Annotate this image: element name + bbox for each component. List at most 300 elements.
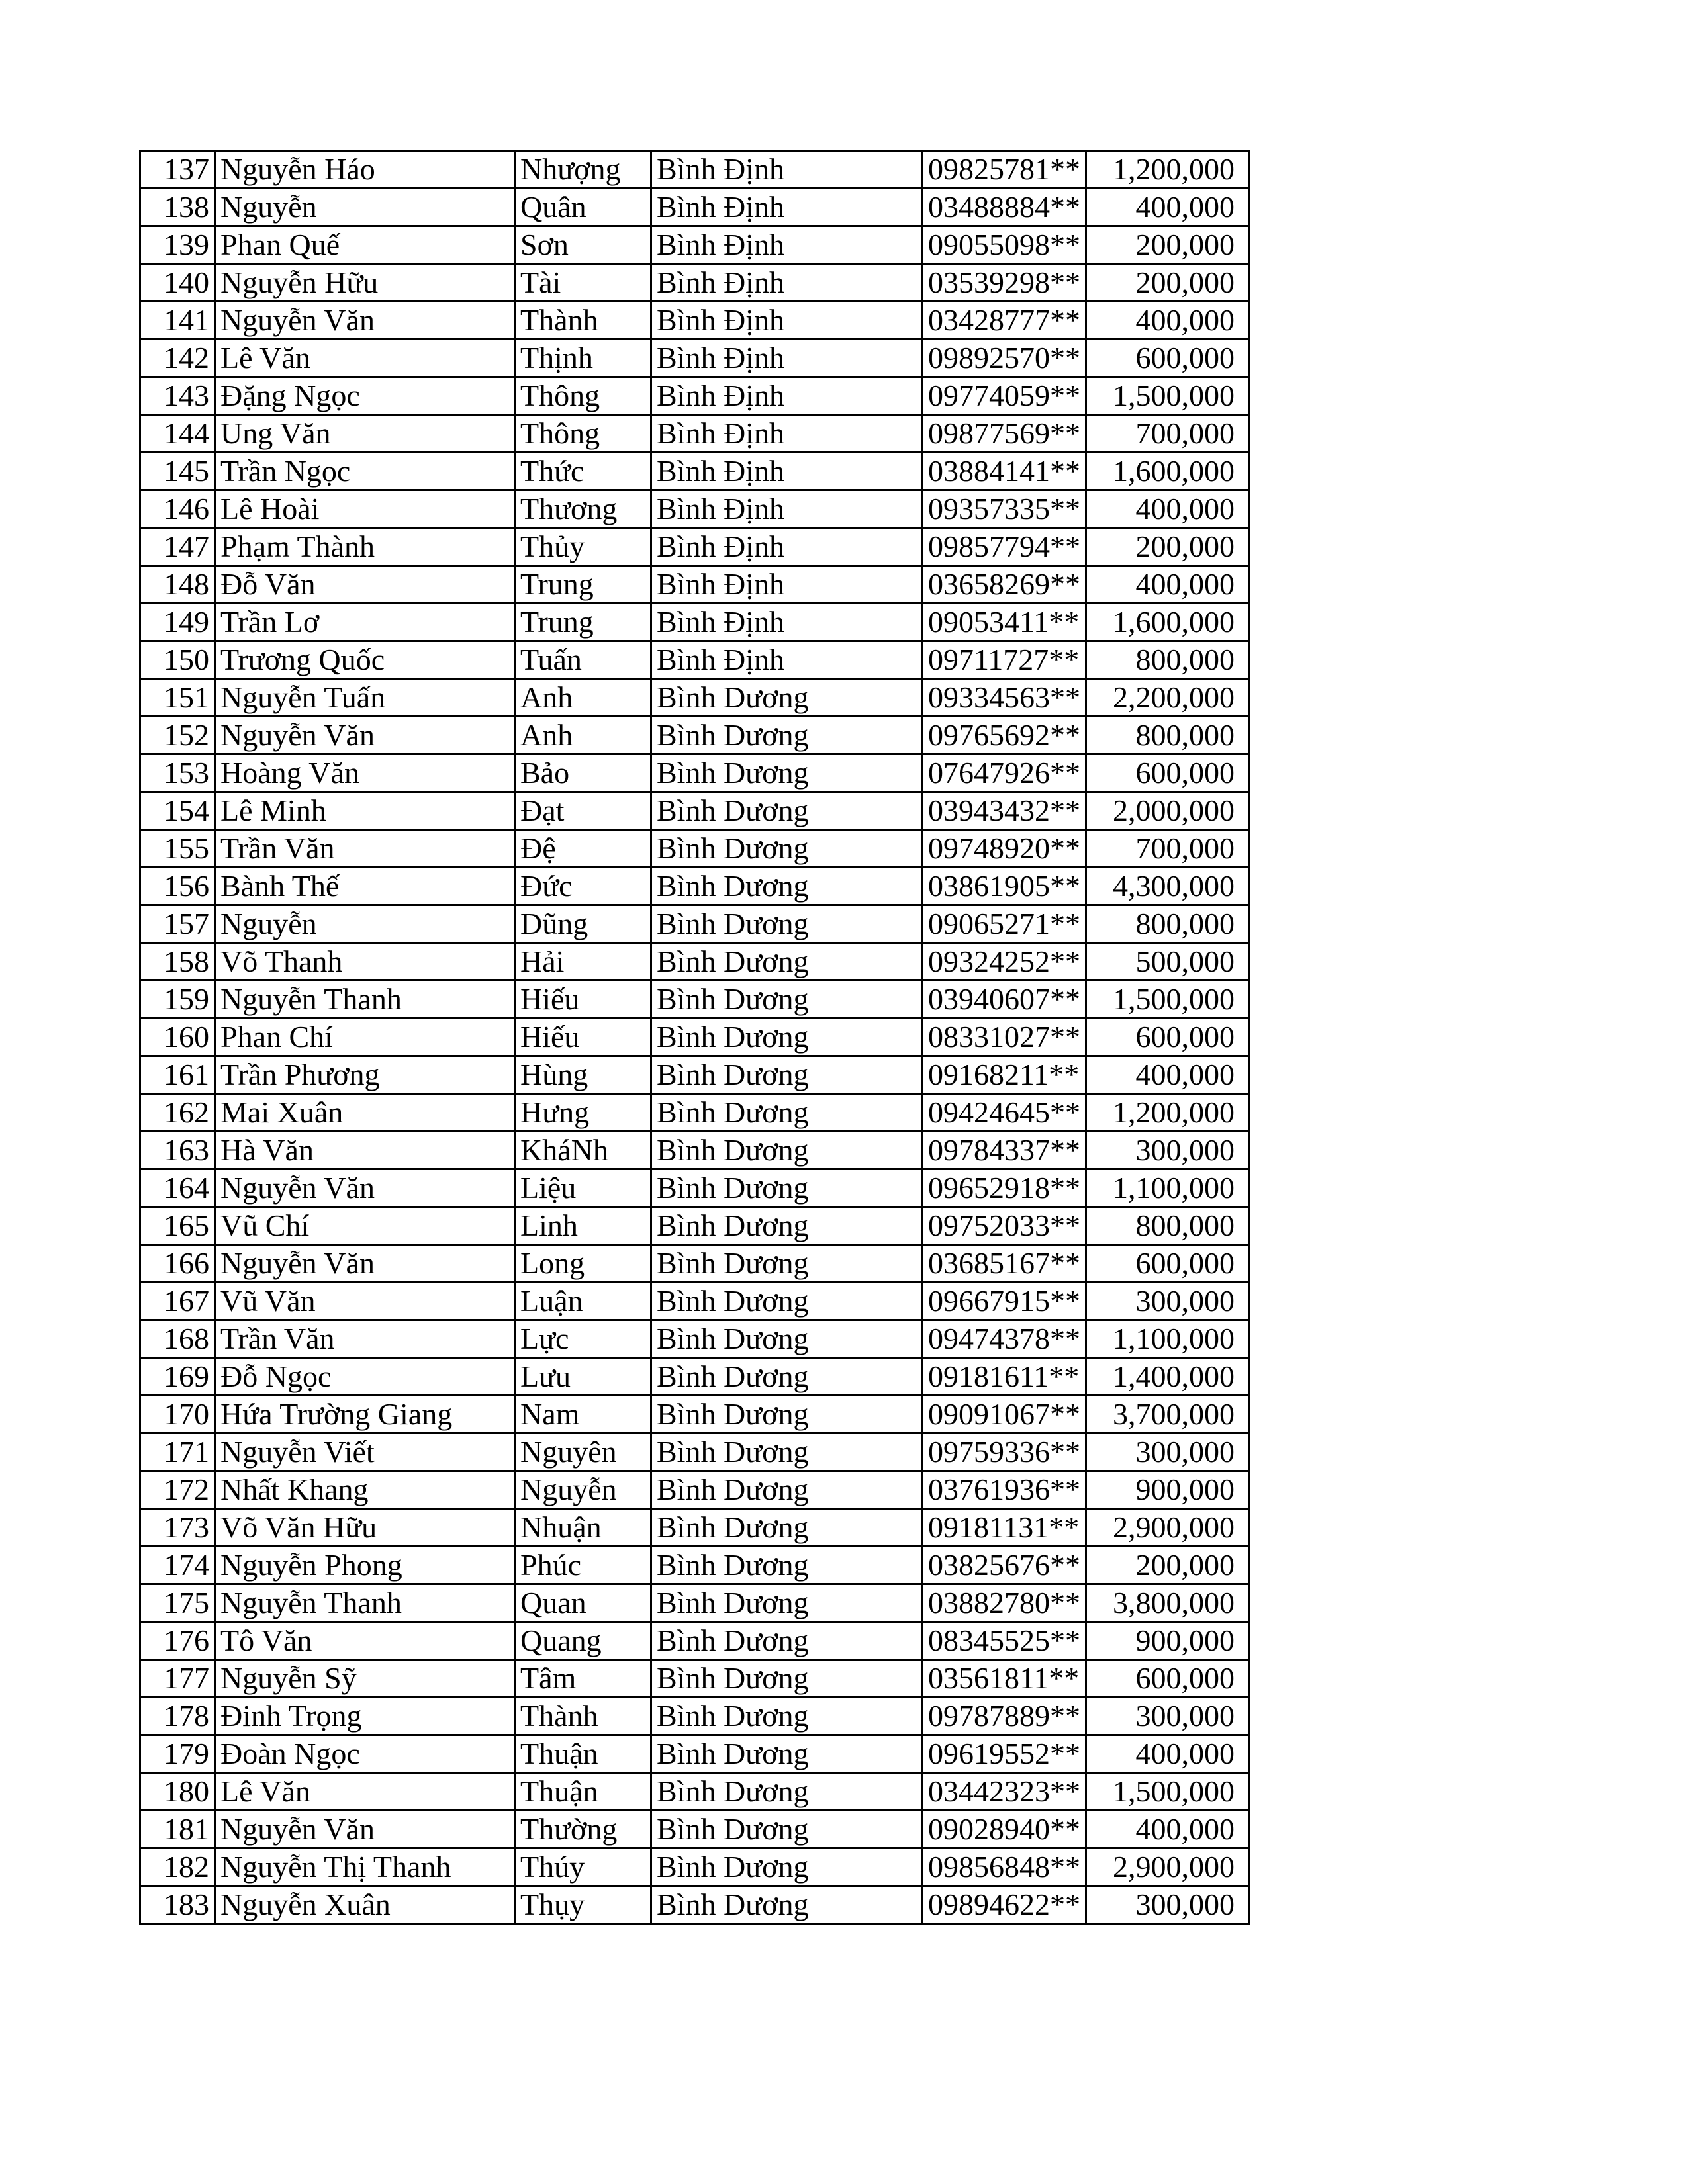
amount-cell: 800,000 (1086, 905, 1249, 943)
amount-cell: 600,000 (1086, 340, 1249, 377)
table-row (140, 1584, 1249, 1622)
phone-cell: 09028940** (923, 1811, 1086, 1848)
last-name-cell: Đỗ Ngọc (215, 1358, 515, 1396)
table-row (140, 189, 1249, 226)
table-row (140, 528, 1249, 566)
amount-cell: 800,000 (1086, 717, 1249, 754)
row-number-cell: 143 (140, 377, 215, 415)
row-number-cell: 147 (140, 528, 215, 566)
last-name-cell: Mai Xuân (215, 1094, 515, 1132)
phone-cell: 09787889** (923, 1698, 1086, 1735)
table-row (140, 1660, 1249, 1698)
province-cell: Bình Định (651, 415, 923, 453)
province-cell: Bình Định (651, 264, 923, 302)
first-name-cell: Thịnh (515, 340, 651, 377)
first-name-cell: Lực (515, 1320, 651, 1358)
phone-cell: 03761936** (923, 1471, 1086, 1509)
row-number-cell: 175 (140, 1584, 215, 1622)
amount-cell: 2,900,000 (1086, 1848, 1249, 1886)
province-cell: Bình Dương (651, 1132, 923, 1169)
last-name-cell: Nguyễn Hữu (215, 264, 515, 302)
phone-cell: 09168211** (923, 1056, 1086, 1094)
phone-cell: 03861905** (923, 868, 1086, 905)
phone-cell: 09055098** (923, 226, 1086, 264)
table-row (140, 1773, 1249, 1811)
amount-cell: 400,000 (1086, 490, 1249, 528)
phone-cell: 09894622** (923, 1886, 1086, 1924)
table-row (140, 1358, 1249, 1396)
table-row (140, 1245, 1249, 1283)
first-name-cell: Tài (515, 264, 651, 302)
first-name-cell: Đệ (515, 830, 651, 868)
last-name-cell: Trần Văn (215, 830, 515, 868)
last-name-cell: Nguyễn Xuân (215, 1886, 515, 1924)
row-number-cell: 181 (140, 1811, 215, 1848)
table-row (140, 1094, 1249, 1132)
first-name-cell: Hưng (515, 1094, 651, 1132)
table-row (140, 1698, 1249, 1735)
row-number-cell: 142 (140, 340, 215, 377)
amount-cell: 600,000 (1086, 1660, 1249, 1698)
province-cell: Bình Dương (651, 830, 923, 868)
first-name-cell: Thuận (515, 1773, 651, 1811)
row-number-cell: 158 (140, 943, 215, 981)
amount-cell: 300,000 (1086, 1886, 1249, 1924)
first-name-cell: Thông (515, 415, 651, 453)
first-name-cell: Anh (515, 717, 651, 754)
amount-cell: 1,500,000 (1086, 981, 1249, 1019)
first-name-cell: Thông (515, 377, 651, 415)
last-name-cell: Lê Minh (215, 792, 515, 830)
first-name-cell: Thức (515, 453, 651, 490)
last-name-cell: Đinh Trọng (215, 1698, 515, 1735)
amount-cell: 200,000 (1086, 1547, 1249, 1584)
province-cell: Bình Dương (651, 1245, 923, 1283)
first-name-cell: Quang (515, 1622, 651, 1660)
last-name-cell: Vũ Văn (215, 1283, 515, 1320)
first-name-cell: Tâm (515, 1660, 651, 1698)
phone-cell: 09334563** (923, 679, 1086, 717)
phone-cell: 03488884** (923, 189, 1086, 226)
province-cell: Bình Định (651, 226, 923, 264)
province-cell: Bình Dương (651, 1848, 923, 1886)
phone-cell: 03539298** (923, 264, 1086, 302)
table-row (140, 1471, 1249, 1509)
amount-cell: 600,000 (1086, 1019, 1249, 1056)
first-name-cell: Thụy (515, 1886, 651, 1924)
first-name-cell: Nhuận (515, 1509, 651, 1547)
first-name-cell: KháNh (515, 1132, 651, 1169)
phone-cell: 03442323** (923, 1773, 1086, 1811)
province-cell: Bình Dương (651, 1471, 923, 1509)
amount-cell: 700,000 (1086, 830, 1249, 868)
amount-cell: 300,000 (1086, 1132, 1249, 1169)
first-name-cell: Tuấn (515, 641, 651, 679)
phone-cell: 09784337** (923, 1132, 1086, 1169)
table-row (140, 226, 1249, 264)
amount-cell: 400,000 (1086, 1056, 1249, 1094)
phone-cell: 09774059** (923, 377, 1086, 415)
province-cell: Bình Dương (651, 1094, 923, 1132)
first-name-cell: Thương (515, 490, 651, 528)
row-number-cell: 140 (140, 264, 215, 302)
last-name-cell: Nguyễn (215, 905, 515, 943)
province-cell: Bình Định (651, 340, 923, 377)
phone-cell: 09857794** (923, 528, 1086, 566)
table-row (140, 1811, 1249, 1848)
last-name-cell: Trần Lơ (215, 604, 515, 641)
phone-cell: 03940607** (923, 981, 1086, 1019)
first-name-cell: Nguyễn (515, 1471, 651, 1509)
province-cell: Bình Dương (651, 679, 923, 717)
table-row (140, 641, 1249, 679)
province-cell: Bình Dương (651, 1811, 923, 1848)
row-number-cell: 162 (140, 1094, 215, 1132)
table-row (140, 302, 1249, 340)
first-name-cell: Hiếu (515, 1019, 651, 1056)
last-name-cell: Ung Văn (215, 415, 515, 453)
table-row (140, 1283, 1249, 1320)
table-row (140, 1622, 1249, 1660)
table-row (140, 1886, 1249, 1924)
first-name-cell: Nhượng (515, 151, 651, 189)
amount-cell: 400,000 (1086, 566, 1249, 604)
last-name-cell: Hà Văn (215, 1132, 515, 1169)
row-number-cell: 148 (140, 566, 215, 604)
province-cell: Bình Định (651, 566, 923, 604)
province-cell: Bình Định (651, 490, 923, 528)
phone-cell: 09424645** (923, 1094, 1086, 1132)
last-name-cell: Lê Văn (215, 340, 515, 377)
province-cell: Bình Dương (651, 1886, 923, 1924)
row-number-cell: 144 (140, 415, 215, 453)
amount-cell: 200,000 (1086, 264, 1249, 302)
amount-cell: 600,000 (1086, 1245, 1249, 1283)
last-name-cell: Nguyễn Thị Thanh (215, 1848, 515, 1886)
table-row (140, 1735, 1249, 1773)
first-name-cell: Thúy (515, 1848, 651, 1886)
first-name-cell: Thành (515, 1698, 651, 1735)
last-name-cell: Nguyễn Háo (215, 151, 515, 189)
province-cell: Bình Dương (651, 1698, 923, 1735)
last-name-cell: Nguyễn Văn (215, 302, 515, 340)
province-cell: Bình Định (651, 302, 923, 340)
amount-cell: 900,000 (1086, 1622, 1249, 1660)
first-name-cell: Lưu (515, 1358, 651, 1396)
row-number-cell: 137 (140, 151, 215, 189)
province-cell: Bình Dương (651, 754, 923, 792)
first-name-cell: Đức (515, 868, 651, 905)
phone-cell: 09892570** (923, 340, 1086, 377)
first-name-cell: Thuận (515, 1735, 651, 1773)
first-name-cell: Long (515, 1245, 651, 1283)
last-name-cell: Lê Hoài (215, 490, 515, 528)
table-row (140, 754, 1249, 792)
row-number-cell: 174 (140, 1547, 215, 1584)
amount-cell: 500,000 (1086, 943, 1249, 981)
row-number-cell: 182 (140, 1848, 215, 1886)
first-name-cell: Linh (515, 1207, 651, 1245)
table-row (140, 1056, 1249, 1094)
province-cell: Bình Dương (651, 1547, 923, 1584)
row-number-cell: 178 (140, 1698, 215, 1735)
phone-cell: 09065271** (923, 905, 1086, 943)
phone-cell: 03825676** (923, 1547, 1086, 1584)
province-cell: Bình Dương (651, 1207, 923, 1245)
amount-cell: 1,500,000 (1086, 377, 1249, 415)
province-cell: Bình Dương (651, 1773, 923, 1811)
amount-cell: 200,000 (1086, 226, 1249, 264)
phone-cell: 03943432** (923, 792, 1086, 830)
first-name-cell: Dũng (515, 905, 651, 943)
last-name-cell: Trần Phương (215, 1056, 515, 1094)
row-number-cell: 173 (140, 1509, 215, 1547)
last-name-cell: Trương Quốc (215, 641, 515, 679)
province-cell: Bình Định (651, 641, 923, 679)
province-cell: Bình Dương (651, 1358, 923, 1396)
phone-cell: 09711727** (923, 641, 1086, 679)
first-name-cell: Thường (515, 1811, 651, 1848)
row-number-cell: 169 (140, 1358, 215, 1396)
last-name-cell: Hoàng Văn (215, 754, 515, 792)
row-number-cell: 141 (140, 302, 215, 340)
phone-cell: 03428777** (923, 302, 1086, 340)
phone-cell: 08331027** (923, 1019, 1086, 1056)
row-number-cell: 172 (140, 1471, 215, 1509)
phone-cell: 09667915** (923, 1283, 1086, 1320)
row-number-cell: 176 (140, 1622, 215, 1660)
amount-cell: 300,000 (1086, 1433, 1249, 1471)
province-cell: Bình Dương (651, 1509, 923, 1547)
province-cell: Bình Dương (651, 1433, 923, 1471)
first-name-cell: Quân (515, 189, 651, 226)
first-name-cell: Nam (515, 1396, 651, 1433)
last-name-cell: Lê Văn (215, 1773, 515, 1811)
row-number-cell: 153 (140, 754, 215, 792)
table-row (140, 1169, 1249, 1207)
amount-cell: 900,000 (1086, 1471, 1249, 1509)
last-name-cell: Nguyễn Văn (215, 1245, 515, 1283)
last-name-cell: Đỗ Văn (215, 566, 515, 604)
amount-cell: 1,500,000 (1086, 1773, 1249, 1811)
row-number-cell: 164 (140, 1169, 215, 1207)
phone-cell: 09181131** (923, 1509, 1086, 1547)
last-name-cell: Võ Thanh (215, 943, 515, 981)
province-cell: Bình Định (651, 151, 923, 189)
row-number-cell: 146 (140, 490, 215, 528)
row-number-cell: 151 (140, 679, 215, 717)
last-name-cell: Vũ Chí (215, 1207, 515, 1245)
table-row (140, 717, 1249, 754)
amount-cell: 1,200,000 (1086, 151, 1249, 189)
first-name-cell: Phúc (515, 1547, 651, 1584)
first-name-cell: Trung (515, 566, 651, 604)
table-row (140, 792, 1249, 830)
last-name-cell: Hứa Trường Giang (215, 1396, 515, 1433)
amount-cell: 800,000 (1086, 641, 1249, 679)
row-number-cell: 145 (140, 453, 215, 490)
first-name-cell: Thành (515, 302, 651, 340)
row-number-cell: 159 (140, 981, 215, 1019)
province-cell: Bình Dương (651, 981, 923, 1019)
row-number-cell: 180 (140, 1773, 215, 1811)
last-name-cell: Nguyễn Phong (215, 1547, 515, 1584)
last-name-cell: Phan Chí (215, 1019, 515, 1056)
phone-cell: 03882780** (923, 1584, 1086, 1622)
last-name-cell: Nguyễn Văn (215, 1169, 515, 1207)
amount-cell: 2,000,000 (1086, 792, 1249, 830)
table-row (140, 1547, 1249, 1584)
first-name-cell: Liệu (515, 1169, 651, 1207)
row-number-cell: 156 (140, 868, 215, 905)
table-row (140, 377, 1249, 415)
phone-cell: 03658269** (923, 566, 1086, 604)
province-cell: Bình Dương (651, 868, 923, 905)
last-name-cell: Đặng Ngọc (215, 377, 515, 415)
amount-cell: 400,000 (1086, 1735, 1249, 1773)
last-name-cell: Trần Văn (215, 1320, 515, 1358)
phone-cell: 03685167** (923, 1245, 1086, 1283)
amount-cell: 800,000 (1086, 1207, 1249, 1245)
row-number-cell: 179 (140, 1735, 215, 1773)
phone-cell: 09765692** (923, 717, 1086, 754)
amount-cell: 1,600,000 (1086, 604, 1249, 641)
table-row (140, 453, 1249, 490)
row-number-cell: 157 (140, 905, 215, 943)
first-name-cell: Đạt (515, 792, 651, 830)
amount-cell: 1,100,000 (1086, 1320, 1249, 1358)
last-name-cell: Nguyễn Văn (215, 1811, 515, 1848)
table-row (140, 1433, 1249, 1471)
table-row (140, 1019, 1249, 1056)
last-name-cell: Nguyễn Thanh (215, 981, 515, 1019)
row-number-cell: 150 (140, 641, 215, 679)
phone-cell: 09748920** (923, 830, 1086, 868)
table-row (140, 415, 1249, 453)
table-row (140, 490, 1249, 528)
phone-cell: 09877569** (923, 415, 1086, 453)
phone-cell: 07647926** (923, 754, 1086, 792)
last-name-cell: Trần Ngọc (215, 453, 515, 490)
row-number-cell: 183 (140, 1886, 215, 1924)
table-row (140, 264, 1249, 302)
first-name-cell: Anh (515, 679, 651, 717)
row-number-cell: 166 (140, 1245, 215, 1283)
table-row (140, 604, 1249, 641)
first-name-cell: Hiếu (515, 981, 651, 1019)
phone-cell: 09752033** (923, 1207, 1086, 1245)
phone-cell: 09759336** (923, 1433, 1086, 1471)
amount-cell: 3,800,000 (1086, 1584, 1249, 1622)
row-number-cell: 138 (140, 189, 215, 226)
row-number-cell: 139 (140, 226, 215, 264)
table-row (140, 1320, 1249, 1358)
province-cell: Bình Dương (651, 792, 923, 830)
first-name-cell: Thủy (515, 528, 651, 566)
phone-cell: 09825781** (923, 151, 1086, 189)
amount-cell: 1,200,000 (1086, 1094, 1249, 1132)
amount-cell: 1,400,000 (1086, 1358, 1249, 1396)
row-number-cell: 171 (140, 1433, 215, 1471)
last-name-cell: Bành Thế (215, 868, 515, 905)
province-cell: Bình Dương (651, 1735, 923, 1773)
phone-cell: 09856848** (923, 1848, 1086, 1886)
province-cell: Bình Dương (651, 1169, 923, 1207)
table-row (140, 1132, 1249, 1169)
last-name-cell: Nhất Khang (215, 1471, 515, 1509)
row-number-cell: 160 (140, 1019, 215, 1056)
amount-cell: 300,000 (1086, 1283, 1249, 1320)
first-name-cell: Nguyên (515, 1433, 651, 1471)
row-number-cell: 177 (140, 1660, 215, 1698)
last-name-cell: Đoàn Ngọc (215, 1735, 515, 1773)
phone-cell: 09619552** (923, 1735, 1086, 1773)
last-name-cell: Tô Văn (215, 1622, 515, 1660)
last-name-cell: Phan Quế (215, 226, 515, 264)
amount-cell: 4,300,000 (1086, 868, 1249, 905)
province-cell: Bình Dương (651, 1056, 923, 1094)
table-row (140, 340, 1249, 377)
province-cell: Bình Dương (651, 905, 923, 943)
amount-cell: 200,000 (1086, 528, 1249, 566)
province-cell: Bình Định (651, 377, 923, 415)
amount-cell: 2,900,000 (1086, 1509, 1249, 1547)
phone-cell: 09053411** (923, 604, 1086, 641)
row-number-cell: 170 (140, 1396, 215, 1433)
amount-cell: 700,000 (1086, 415, 1249, 453)
row-number-cell: 168 (140, 1320, 215, 1358)
table-row (140, 1848, 1249, 1886)
first-name-cell: Hùng (515, 1056, 651, 1094)
last-name-cell: Nguyễn Văn (215, 717, 515, 754)
table-row (140, 566, 1249, 604)
phone-cell: 09652918** (923, 1169, 1086, 1207)
province-cell: Bình Dương (651, 717, 923, 754)
province-cell: Bình Dương (651, 1622, 923, 1660)
last-name-cell: Nguyễn Thanh (215, 1584, 515, 1622)
first-name-cell: Trung (515, 604, 651, 641)
province-cell: Bình Định (651, 528, 923, 566)
table-row (140, 151, 1249, 189)
amount-cell: 3,700,000 (1086, 1396, 1249, 1433)
first-name-cell: Sơn (515, 226, 651, 264)
province-cell: Bình Định (651, 604, 923, 641)
last-name-cell: Võ Văn Hữu (215, 1509, 515, 1547)
first-name-cell: Quan (515, 1584, 651, 1622)
table-row (140, 1396, 1249, 1433)
amount-cell: 300,000 (1086, 1698, 1249, 1735)
first-name-cell: Luận (515, 1283, 651, 1320)
amount-cell: 1,100,000 (1086, 1169, 1249, 1207)
table-row (140, 905, 1249, 943)
phone-cell: 09474378** (923, 1320, 1086, 1358)
phone-cell: 09181611** (923, 1358, 1086, 1396)
province-cell: Bình Dương (651, 1396, 923, 1433)
province-cell: Bình Dương (651, 1584, 923, 1622)
last-name-cell: Phạm Thành (215, 528, 515, 566)
phone-cell: 08345525** (923, 1622, 1086, 1660)
province-cell: Bình Dương (651, 943, 923, 981)
row-number-cell: 152 (140, 717, 215, 754)
province-cell: Bình Dương (651, 1283, 923, 1320)
amount-cell: 400,000 (1086, 302, 1249, 340)
last-name-cell: Nguyễn Tuấn (215, 679, 515, 717)
last-name-cell: Nguyễn Sỹ (215, 1660, 515, 1698)
table-row (140, 868, 1249, 905)
first-name-cell: Hải (515, 943, 651, 981)
phone-cell: 09091067** (923, 1396, 1086, 1433)
row-number-cell: 154 (140, 792, 215, 830)
